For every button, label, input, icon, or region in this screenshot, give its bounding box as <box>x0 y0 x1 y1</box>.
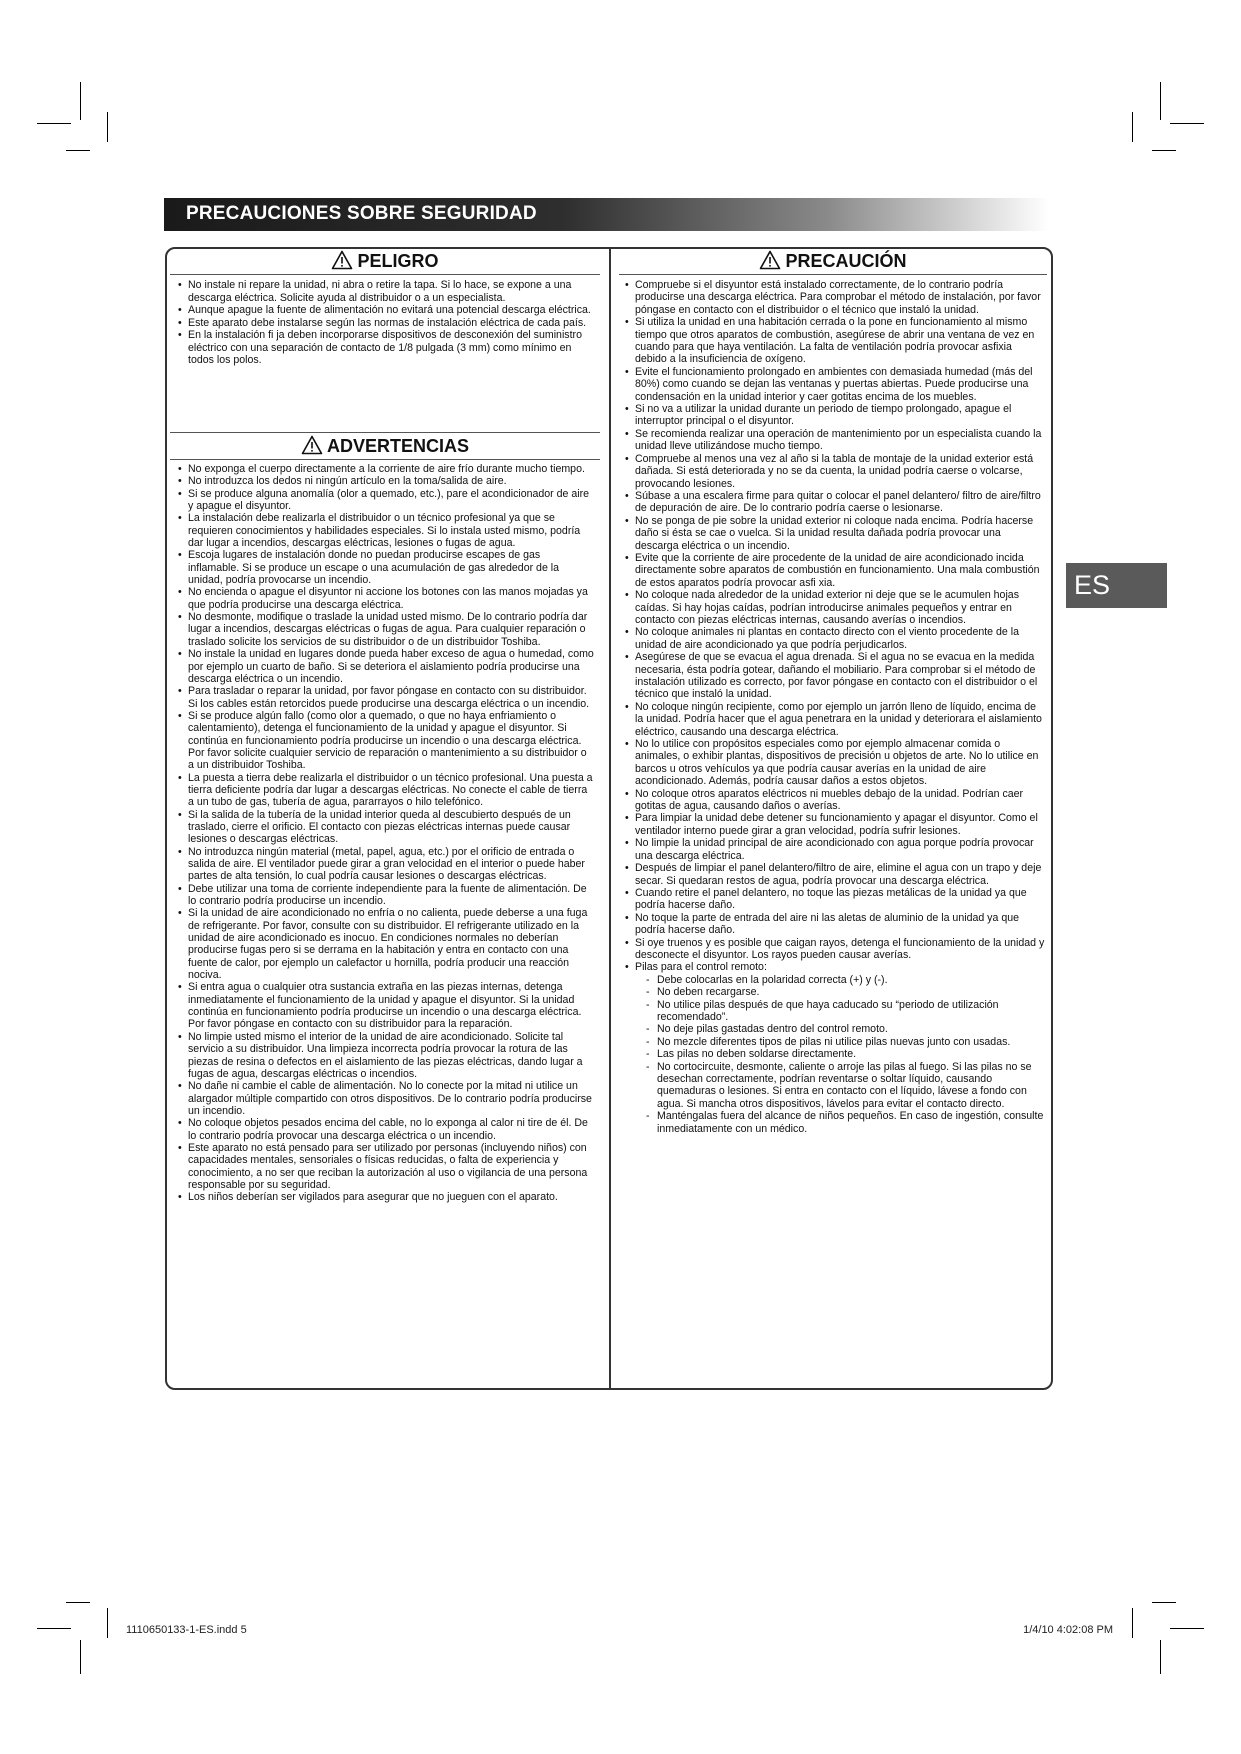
sub-list-item: - No mezcle diferentes tipos de pilas ni utilice pilas nuevas junto con usadas. <box>645 1036 1045 1048</box>
sub-list-item: - No deje pilas gastadas dentro del control remoto. <box>645 1023 1045 1035</box>
crop-mark <box>1170 1628 1204 1629</box>
list-item: • Compruebe si el disyuntor está instalado correctamente, de lo contrario podría producirse una descarga eléctrica. Para comprobar el método de instalación, por favor póngase en contacto con el distribuidor o el técnico que instaló la unidad. <box>621 279 1045 316</box>
pilas-sublist <box>635 974 1045 1135</box>
list-item: • No introduzca ningún material (metal, papel, agua, etc.) por el orificio de entrada o salida de aire. El ventilador puede girar a gran velocidad en el interior o puede haber partes de alta tensión, lo cual podría causar lesiones o descargas eléctricas. <box>174 846 594 883</box>
list-item: • Este aparato no está pensado para ser utilizado por personas (incluyendo niños) con capacidades mentales, sensoriales o físicas reducidas, o falta de experiencia y conocimiento, a no ser que reciban la autorización al uso o vigilancia de una persona responsable por su seguridad. <box>174 1142 594 1191</box>
crop-mark <box>66 150 90 151</box>
list-item: • No lo utilice con propósitos especiales como por ejemplo almacenar comida o animales, o exhibir plantas, dispositivos de precisión u objetos de arte. No lo utilice en barcos u otros vehículos ya que podría causar averías en la unidad de aire acondicionado. Además, podría causar daños a estos objetos. <box>621 738 1045 788</box>
crop-mark <box>1152 1602 1176 1603</box>
list-item: • No coloque animales ni plantas en contacto directo con el viento procedente de la unidad de aire acondicionado ya que podría perjudicarlos. <box>621 626 1045 651</box>
list-item: • Para limpiar la unidad debe detener su funcionamiento y apagar el disyuntor. Como el ventilador interno puede girar a gran velocidad, podría sufrir lesiones. <box>621 812 1045 837</box>
peligro-heading <box>170 250 600 275</box>
list-item: • No coloque ningún recipiente, como por ejemplo un jarrón lleno de líquido, encima de la unidad. Podría hacer que el agua penetrara en la unidad y deteriorara el aislamiento eléctrico, causando una descarga eléctrica. <box>621 701 1045 738</box>
list-item: • No instale ni repare la unidad, ni abra o retire la tapa. Si lo hace, se expone a una descarga eléctrica. Solicite ayuda al distribuidor o a un especialista. <box>174 279 594 304</box>
advertencias-heading <box>170 432 600 460</box>
list-item: • Se recomienda realizar una operación de mantenimiento por un especialista cuando la unidad lleve utilizándose mucho tiempo. <box>621 428 1045 453</box>
list-item: • Si se produce algún fallo (como olor a quemado, o que no haya enfriamiento o calentamiento), detenga el funcionamiento de la unidad y apague el disyuntor. Si continúa en funcionamiento podría producirse un incendio o una descarga eléctrica. Por favor solicite cualquier servicio de reparación o mantenimiento a su distribuidor o a un distribuidor Toshiba. <box>174 710 594 772</box>
list-item: • No toque la parte de entrada del aire ni las aletas de aluminio de la unidad ya que podría hacerse daño. <box>621 912 1045 937</box>
list-item: • Si oye truenos y es posible que caigan rayos, detenga el funcionamiento de la unidad y desconecte el disyuntor. Los rayos pueden causar averías. <box>621 937 1045 962</box>
list-item: • Escoja lugares de instalación donde no puedan producirse escapes de gas inflamable. Si se produce un escape o una acumulación de gas alrededor de la unidad, podría provocarse un incendio. <box>174 549 594 586</box>
section-title: PRECAUCIONES SOBRE SEGURIDAD <box>186 203 537 224</box>
list-item: • Debe utilizar una toma de corriente independiente para la fuente de alimentación. De lo contrario podría producirse un incendio. <box>174 883 594 908</box>
column-divider <box>609 247 611 1390</box>
precaucion-title: PRECAUCIÓN <box>785 251 907 271</box>
advertencias-title: ADVERTENCIAS <box>326 436 469 456</box>
list-item: • Si se produce alguna anomalía (olor a quemado, etc.), pare el acondicionador de aire y apague el disyuntor. <box>174 488 594 513</box>
warning-icon <box>759 250 781 270</box>
list-item: • No dañe ni cambie el cable de alimentación. No lo conecte por la mitad ni utilice un alargador múltiple compartido con otros dispositivos. De lo contrario podría producirse un incendio. <box>174 1080 594 1117</box>
list-item: • Evite que la corriente de aire procedente de la unidad de aire acondicionado incida directamente sobre aparatos de combustión en funcionamiento. Una mala combustión de estos aparatos podría provocar asfi xia. <box>621 552 1045 589</box>
precaucion-heading <box>619 250 1047 275</box>
list-item: • No se ponga de pie sobre la unidad exterior ni coloque nada encima. Podría hacerse daño si ésta se cae o vuelca. Si la unidad resulta dañada podría provocar una descarga eléctrica o un incendio. <box>621 515 1045 552</box>
crop-mark <box>37 1628 71 1629</box>
list-item: • Después de limpiar el panel delantero/filtro de aire, elimine el agua con un trapo y deje secar. Si quedaran restos de agua, podría provocar una descarga eléctrica. <box>621 862 1045 887</box>
sub-list-item: - No utilice pilas después de que haya caducado su “periodo de utilización recomendado”. <box>645 999 1045 1024</box>
list-item: • No introduzca los dedos ni ningún artículo en la toma/salida de aire. <box>174 475 594 487</box>
list-item: • La instalación debe realizarla el distribuidor o un técnico profesional ya que se requieren conocimientos y habilidades especiales. Si lo instala usted mismo, podría dar lugar a incendios, descargas eléctricas, lesiones o fugas de agua. <box>174 512 594 549</box>
crop-mark <box>37 123 71 124</box>
language-tab: ES <box>1066 563 1167 608</box>
list-item: • Si la salida de la tubería de la unidad interior queda al descubierto después de un traslado, cierre el orificio. El contacto con piezas eléctricas internas puede causar lesiones o descargas eléctricas. <box>174 809 594 846</box>
list-item: • Evite el funcionamiento prolongado en ambientes con demasiada humedad (más del 80%) como cuando se dejan las ventanas y puertas abiertas. Puede producirse una condensación en la unidad interior y caer gotitas encima de los muebles. <box>621 366 1045 403</box>
crop-mark <box>1160 1640 1161 1674</box>
list-item: • La puesta a tierra debe realizarla el distribuidor o un técnico profesional. Una puesta a tierra deficiente podría dar lugar a descargas eléctricas. No conecte el cable de tierra a un tubo de gas, tubería de agua, pararrayos o hilo telefónico. <box>174 772 594 809</box>
list-item: • En la instalación fi ja deben incorporarse dispositivos de desconexión del suministro eléctrico con una separación de contacto de 1/8 pulgada (3 mm) como mínimo en todos los polos. <box>174 329 594 367</box>
list-item: • Aunque apague la fuente de alimentación no evitará una potencial descarga eléctrica. <box>174 304 594 317</box>
crop-mark <box>1152 150 1176 151</box>
list-item: • No limpie la unidad principal de aire acondicionado con agua porque podría provocar una descarga eléctrica. <box>621 837 1045 862</box>
sub-list-item: - No deben recargarse. <box>645 986 1045 998</box>
list-item: • Asegúrese de que se evacua el agua drenada. Si el agua no se evacua en la medida necesaria, ésta podría gotear, dañando el mobiliario. Para comprobar si el método de instalación utilizado es correcto, por favor póngase en contacto con el distribuidor o el técnico que instaló la unidad. <box>621 651 1045 701</box>
crop-mark <box>1160 82 1161 120</box>
crop-mark <box>66 1602 90 1603</box>
crop-mark <box>1170 123 1204 124</box>
crop-mark <box>107 1608 108 1638</box>
list-item: • No limpie usted mismo el interior de la unidad de aire acondicionado. Solicite tal servicio a su distribuidor. Una limpieza incorrecta podría provocar la rotura de las piezas de resina o defectos en el aislamiento de las piezas eléctricas, dando lugar a fugas de agua, descargas eléctricas o incendios. <box>174 1031 594 1080</box>
list-item: • Para trasladar o reparar la unidad, por favor póngase en contacto con su distribuidor. Si los cables están retorcidos puede producirse una descarga eléctrica o un incendio. <box>174 685 594 710</box>
precaucion-list <box>621 279 1045 1135</box>
list-item: • Si no va a utilizar la unidad durante un periodo de tiempo prolongado, apague el interruptor principal o el disyuntor. <box>621 403 1045 428</box>
list-item <box>621 961 1045 1135</box>
crop-mark <box>107 112 108 142</box>
list-item: • Si la unidad de aire acondicionado no enfría o no calienta, puede deberse a una fuga de refrigerante. Por favor, consulte con su distribuidor. El refrigerante utilizado en la unidad de aire acondicionado es inocuo. En condiciones normales no deberían producirse fugas pero si se derrama en la habitación y entra en contacto con una fuente de calor, por ejemplo un calefactor u hornilla, podría producir una reacción nociva. <box>174 907 594 981</box>
list-item: • No coloque objetos pesados encima del cable, no lo exponga al calor ni tire de él. De lo contrario podría provocar una descarga eléctrica o un incendio. <box>174 1117 594 1142</box>
sub-list-item: - Las pilas no deben soldarse directamente. <box>645 1048 1045 1060</box>
pilas-intro: Pilas para el control remoto: <box>635 961 767 974</box>
crop-mark <box>1132 112 1133 142</box>
warning-icon <box>301 435 323 455</box>
crop-mark <box>80 82 81 120</box>
crop-mark <box>1132 1608 1133 1638</box>
list-item: • Compruebe al menos una vez al año si la tabla de montaje de la unidad exterior está dañada. Si está deteriorada y no se da cuenta, la unidad podría caerse o volcarse, provocando lesiones. <box>621 453 1045 490</box>
sub-list-item: - No cortocircuite, desmonte, caliente o arroje las pilas al fuego. Si las pilas no se desechan correctamente, podrían reventarse o soltar líquido, causando quemaduras o lesiones. Si entra en contacto con el líquido, lávese a fondo con agua. Si mancha otros dispositivos, lávelos para evitar el contacto directo. <box>645 1061 1045 1111</box>
sub-list-item: - Debe colocarlas en la polaridad correcta (+) y (-). <box>645 974 1045 986</box>
list-item: • No encienda o apague el disyuntor ni accione los botones con las manos mojadas ya que podría producirse una descarga eléctrica. <box>174 586 594 611</box>
list-item: • No exponga el cuerpo directamente a la corriente de aire frío durante mucho tiempo. <box>174 463 594 475</box>
list-item: • No coloque otros aparatos eléctricos ni muebles debajo de la unidad. Podrían caer gotitas de agua, causando daños o averías. <box>621 788 1045 813</box>
sub-list-item: - Manténgalas fuera del alcance de niños pequeños. En caso de ingestión, consulte inmediatamente con un médico. <box>645 1110 1045 1135</box>
list-item: • No instale la unidad en lugares donde pueda haber exceso de agua o humedad, como por ejemplo un cuarto de baño. Si se deteriora el aislamiento podría producirse una descarga eléctrica o un incendio. <box>174 648 594 685</box>
section-header-bar <box>164 198 1049 231</box>
list-item: • No desmonte, modifique o traslade la unidad usted mismo. De lo contrario podría dar lugar a incendios, descargas eléctricas o fugas de agua. Para cualquier reparación o traslado solicite los servicios de su distribuidor o de un distribuidor Toshiba. <box>174 611 594 648</box>
list-item: • Súbase a una escalera firme para quitar o colocar el panel delantero/ filtro de aire/filtro de depuración de aire. De lo contrario podría caerse o lesionarse. <box>621 490 1045 515</box>
warning-icon <box>331 250 353 270</box>
crop-mark <box>80 1640 81 1674</box>
list-item: • No coloque nada alrededor de la unidad exterior ni deje que se le acumulen hojas caídas. Si hay hojas caídas, podrían introducirse animales pequeños y entrar en contacto con piezas eléctricas internas, causando averías o incendios. <box>621 589 1045 626</box>
advertencias-list <box>174 463 594 1204</box>
peligro-title: PELIGRO <box>357 251 439 271</box>
list-item: • Este aparato debe instalarse según las normas de instalación eléctrica de cada país. <box>174 317 594 330</box>
list-item: • Si entra agua o cualquier otra sustancia extraña en las piezas internas, detenga inmediatamente el funcionamiento de la unidad y apague el disyuntor. Si la unidad continúa en funcionamiento podría producirse un incendio o una descarga eléctrica. Por favor póngase en contacto con su distribuidor para la reparación. <box>174 981 594 1030</box>
list-item: • Si utiliza la unidad en una habitación cerrada o la pone en funcionamiento al mismo tiempo que otros aparatos de combustión, asegúrese de abrir una ventana de vez en cuando para que haya ventilación. La falta de ventilación podría provocar asfixia debido a la insuficiencia de oxígeno. <box>621 316 1045 366</box>
peligro-list <box>174 279 594 367</box>
list-item: • Cuando retire el panel delantero, no toque las piezas metálicas de la unidad ya que podría hacerse daño. <box>621 887 1045 912</box>
footer-file-name: 1110650133-1-ES.indd 5 <box>126 1624 247 1636</box>
footer-timestamp: 1/4/10 4:02:08 PM <box>1023 1624 1113 1636</box>
list-item: • Los niños deberían ser vigilados para asegurar que no jueguen con el aparato. <box>174 1191 594 1203</box>
